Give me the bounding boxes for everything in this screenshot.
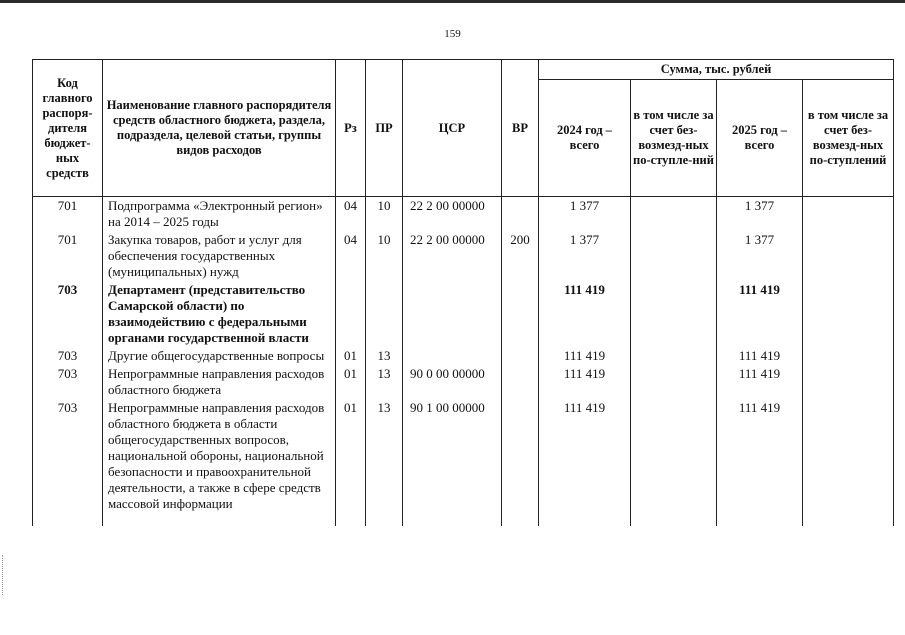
cell-name: Департамент (представительство Самарской области) по взаимодействию с федеральными органами государственной власти <box>103 280 336 346</box>
cell-code: 703 <box>33 346 103 364</box>
cell-2024-free <box>631 197 717 231</box>
cell-vr: 200 <box>502 230 539 280</box>
cell-2025-total: 1 377 <box>717 197 803 231</box>
table-header <box>33 60 894 197</box>
header-pr: ПР <box>366 60 403 197</box>
cell-rz <box>336 280 366 346</box>
cell-name: Подпрограмма «Электронный регион» на 2014 – 2025 годы <box>103 197 336 231</box>
cell-2025-free <box>803 230 894 280</box>
cell-vr <box>502 280 539 346</box>
cell-2024-total: 111 419 <box>539 364 631 398</box>
cell-2025-total: 111 419 <box>717 346 803 364</box>
header-csr: ЦСР <box>403 60 502 197</box>
header-2025-total: 2025 год – всего <box>717 80 803 197</box>
cell-code: 703 <box>33 280 103 346</box>
cell-rz: 01 <box>336 364 366 398</box>
cell-2025-total: 111 419 <box>717 364 803 398</box>
cell-name: Другие общегосударственные вопросы <box>103 346 336 364</box>
cell-vr <box>502 346 539 364</box>
cell-rz: 04 <box>336 230 366 280</box>
budget-table <box>32 59 894 526</box>
cell-pr: 10 <box>366 230 403 280</box>
cell-rz: 01 <box>336 346 366 364</box>
cell-2024-free <box>631 364 717 398</box>
header-sum: Сумма, тыс. рублей <box>539 60 894 80</box>
page-number: 159 <box>444 28 461 40</box>
table-row <box>33 364 894 398</box>
cell-name: Непрограммные направления расходов областного бюджета <box>103 364 336 398</box>
cell-csr: 90 1 00 00000 <box>403 398 502 526</box>
cell-2024-total: 1 377 <box>539 230 631 280</box>
header-vr: ВР <box>502 60 539 197</box>
cell-code: 703 <box>33 398 103 526</box>
header-code: Код главного распоря-дителя бюджет-ных средств <box>33 60 103 197</box>
cell-2024-free <box>631 398 717 526</box>
cell-2024-total: 111 419 <box>539 398 631 526</box>
table-row <box>33 398 894 526</box>
scan-edge-top <box>0 0 905 3</box>
cell-pr: 13 <box>366 364 403 398</box>
scan-edge-mark <box>2 555 4 595</box>
cell-2024-total: 111 419 <box>539 280 631 346</box>
header-2024-free: в том числе за счет без-возмезд-ных по-ступле-ний <box>631 80 717 197</box>
cell-pr: 10 <box>366 197 403 231</box>
cell-vr <box>502 398 539 526</box>
header-name: Наименование главного распорядителя средств областного бюджета, раздела, подраздела, целевой статьи, группы видов расходов <box>103 60 336 197</box>
cell-rz: 01 <box>336 398 366 526</box>
cell-code: 701 <box>33 230 103 280</box>
cell-2025-total: 1 377 <box>717 230 803 280</box>
cell-2024-free <box>631 280 717 346</box>
cell-rz: 04 <box>336 197 366 231</box>
table-body <box>33 197 894 527</box>
cell-2025-total: 111 419 <box>717 280 803 346</box>
table-row <box>33 230 894 280</box>
cell-csr <box>403 280 502 346</box>
cell-vr <box>502 364 539 398</box>
cell-csr: 22 2 00 00000 <box>403 197 502 231</box>
cell-2024-total: 111 419 <box>539 346 631 364</box>
header-2024-total: 2024 год – всего <box>539 80 631 197</box>
cell-vr <box>502 197 539 231</box>
cell-csr <box>403 346 502 364</box>
cell-2025-free <box>803 280 894 346</box>
cell-2025-total: 111 419 <box>717 398 803 526</box>
cell-pr: 13 <box>366 398 403 526</box>
cell-2025-free <box>803 197 894 231</box>
table-row <box>33 346 894 364</box>
header-2025-free: в том числе за счет без-возмезд-ных по-ступлений <box>803 80 894 197</box>
cell-2025-free <box>803 346 894 364</box>
cell-code: 703 <box>33 364 103 398</box>
cell-pr: 13 <box>366 346 403 364</box>
cell-2024-free <box>631 230 717 280</box>
cell-2024-total: 1 377 <box>539 197 631 231</box>
table-row <box>33 197 894 231</box>
cell-csr: 90 0 00 00000 <box>403 364 502 398</box>
table-row <box>33 280 894 346</box>
cell-2024-free <box>631 346 717 364</box>
cell-2025-free <box>803 364 894 398</box>
cell-pr <box>366 280 403 346</box>
cell-name: Закупка товаров, работ и услуг для обеспечения государственных (муниципальных) нужд <box>103 230 336 280</box>
cell-code: 701 <box>33 197 103 231</box>
cell-csr: 22 2 00 00000 <box>403 230 502 280</box>
cell-2025-free <box>803 398 894 526</box>
header-rz: Рз <box>336 60 366 197</box>
cell-name: Непрограммные направления расходов областного бюджета в области общегосударственных вопросов, национальной обороны, национальной безопасности и правоохранительной деятельности, а также в сфере средств массовой информации <box>103 398 336 526</box>
